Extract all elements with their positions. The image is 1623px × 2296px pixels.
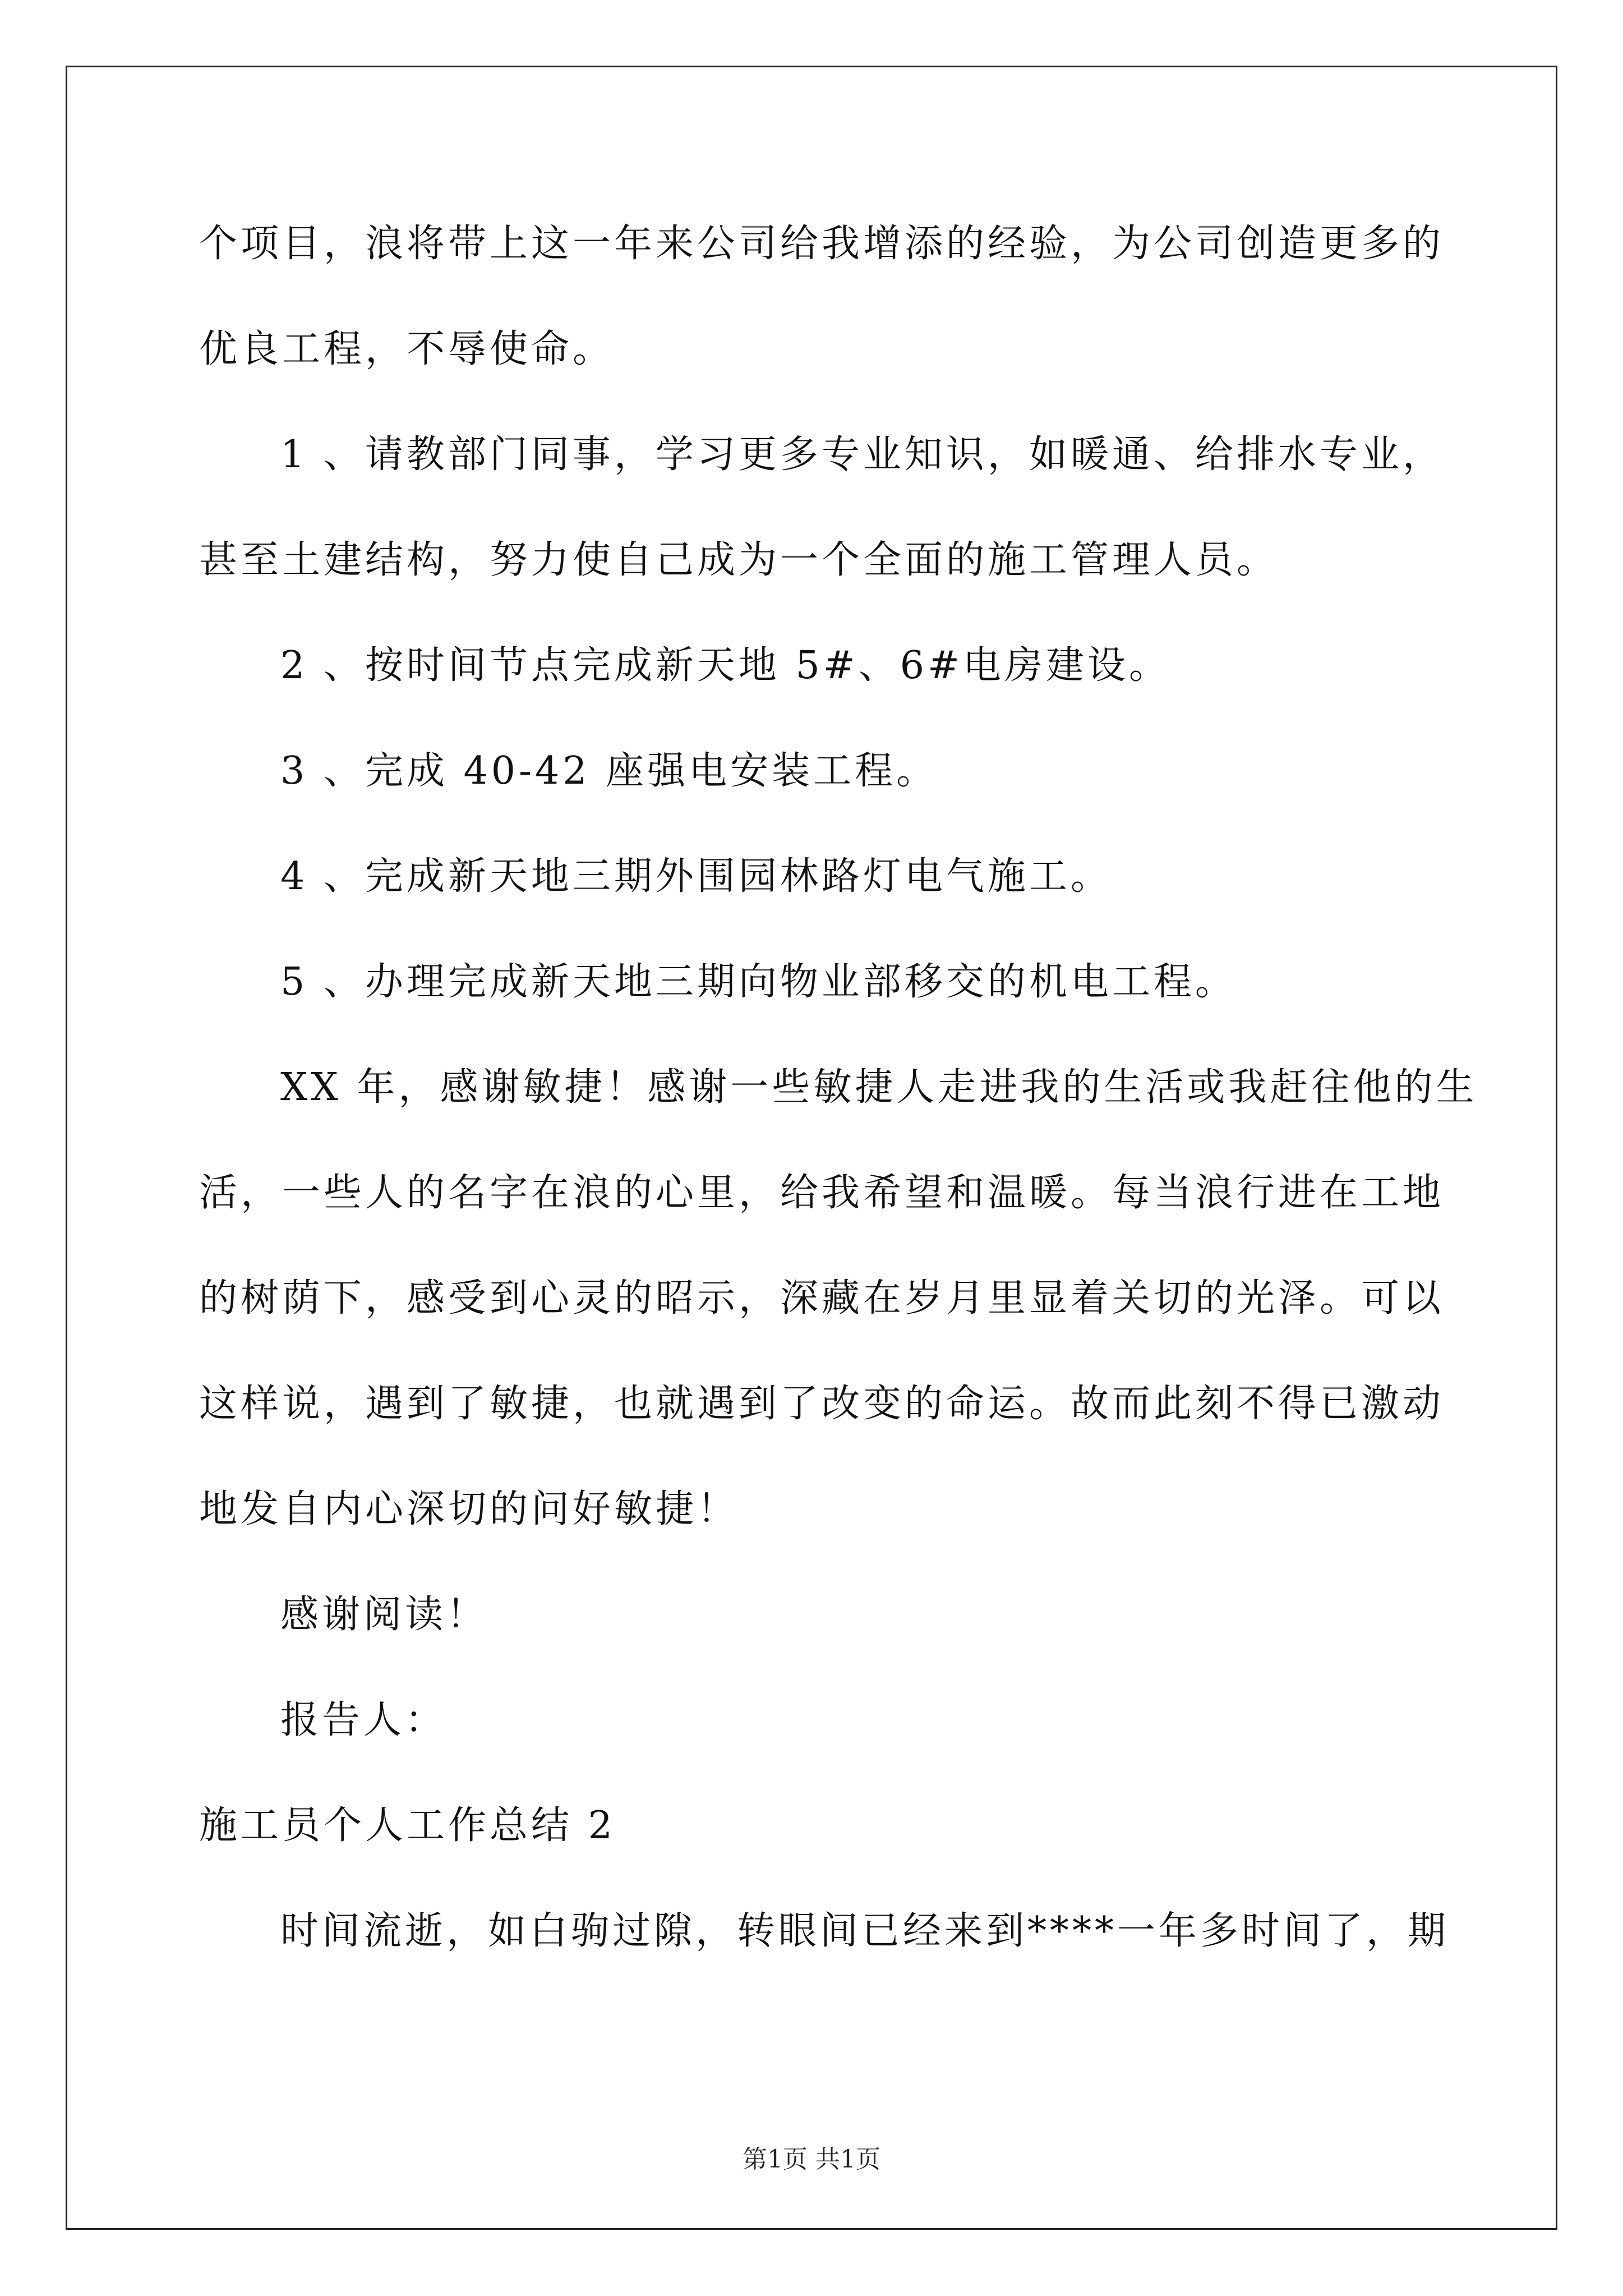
paragraph-line: XX 年，感谢敏捷！感谢一些敏捷人走进我的生活或我赶往他的生 bbox=[280, 1065, 1478, 1110]
section-title: 施工员个人工作总结 2 bbox=[199, 1803, 616, 1848]
paragraph-line: 个项目，浪将带上这一年来公司给我增添的经验，为公司创造更多的 bbox=[199, 222, 1445, 266]
page-border bbox=[66, 66, 1557, 2230]
page-footer: 第1页 共1页 bbox=[743, 2145, 880, 2174]
paragraph-line: 活，一些人的名字在浪的心里，给我希望和温暖。每当浪行进在工地 bbox=[199, 1171, 1445, 1215]
list-item-2: 2 、按时间节点完成新天地 5#、6#电房建设。 bbox=[280, 643, 1170, 688]
list-item-1-continuation: 甚至土建结构，努力使自己成为一个全面的施工管理人员。 bbox=[199, 538, 1279, 582]
paragraph-line: 时间流逝，如白驹过隙，转眼间已经来到****一年多时间了，期 bbox=[280, 1909, 1450, 1953]
paragraph-line: 地发自内心深切的问好敏捷！ bbox=[199, 1487, 739, 1531]
paragraph-line: 这样说，遇到了敏捷，也就遇到了改变的命运。故而此刻不得已激动 bbox=[199, 1382, 1445, 1426]
thanks-line: 感谢阅读！ bbox=[280, 1593, 488, 1637]
paragraph-line: 的树荫下，感受到心灵的昭示，深藏在岁月里显着关切的光泽。可以 bbox=[199, 1276, 1445, 1320]
paragraph-line: 优良工程，不辱使命。 bbox=[199, 327, 615, 371]
list-item-1-line: 1 、请教部门同事，学习更多专业知识，如暖通、给排水专业， bbox=[280, 432, 1444, 477]
list-item-5: 5 、办理完成新天地三期向物业部移交的机电工程。 bbox=[280, 960, 1237, 1004]
list-item-4: 4 、完成新天地三期外围园林路灯电气施工。 bbox=[280, 854, 1112, 899]
list-item-3: 3 、完成 40-42 座强电安装工程。 bbox=[280, 749, 938, 793]
reporter-line: 报告人： bbox=[280, 1698, 447, 1742]
